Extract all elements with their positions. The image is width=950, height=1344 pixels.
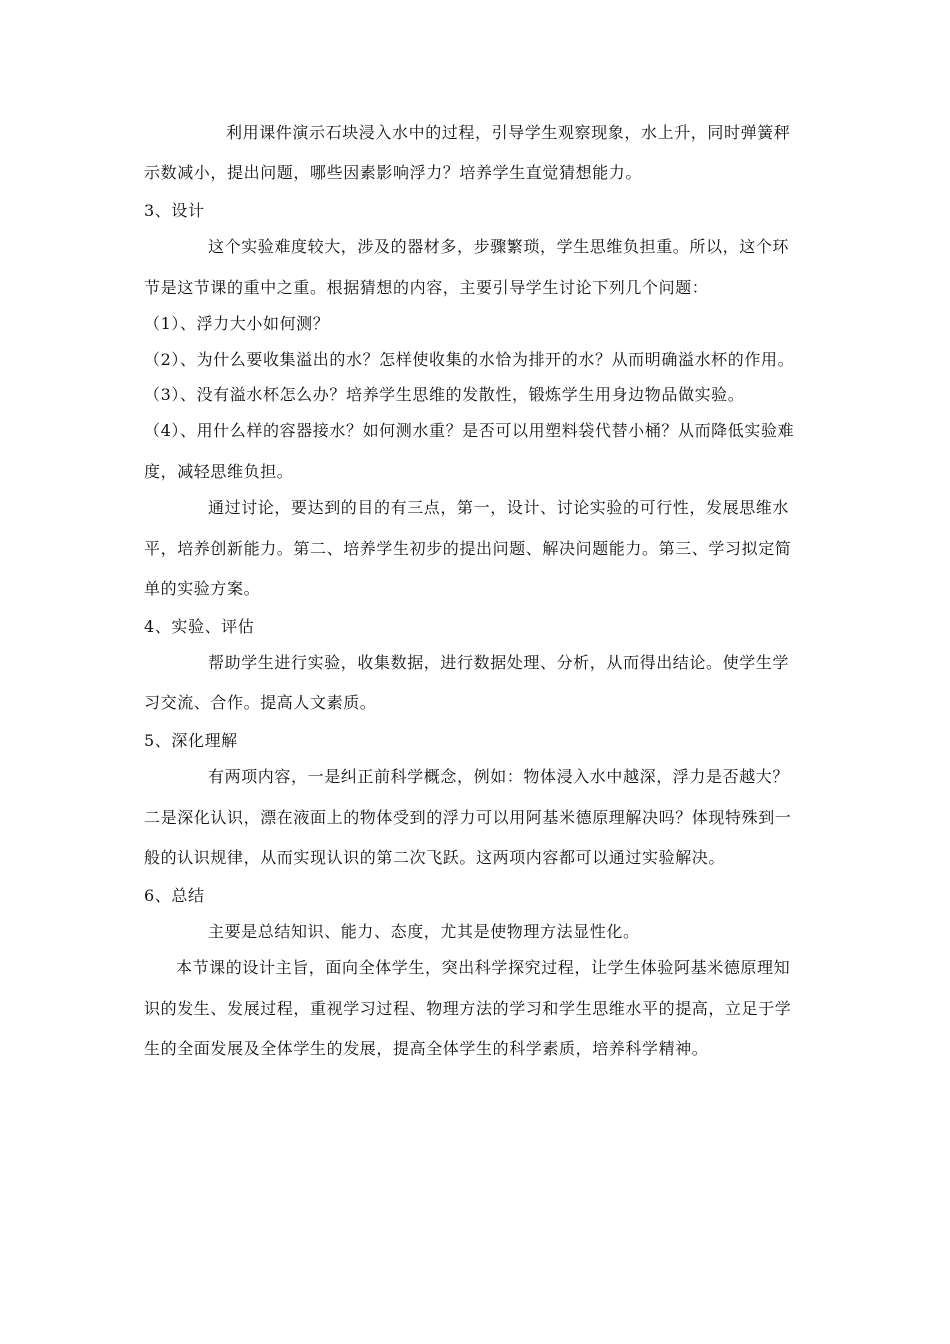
paragraph-line: 本节课的设计主旨，面向全体学生，突出科学探究过程，让学生体验阿基米德原理知 (176, 958, 791, 977)
section-heading: 4、实验、评估 (144, 617, 255, 636)
paragraph-line: 二是深化认识，漂在液面上的物体受到的浮力可以用阿基米德原理解决吗？体现特殊到一 (144, 808, 792, 827)
list-item: （3）、没有溢水杯怎么办？培养学生思维的发散性，锻炼学生用身边物品做实验。 (144, 385, 745, 404)
section-heading: 6、总结 (144, 886, 205, 905)
section-heading: 5、深化理解 (144, 731, 238, 750)
list-item-continuation: 度，减轻思维负担。 (144, 462, 294, 481)
paragraph-line: 这个实验难度较大，涉及的器材多，步骤繁琐，学生思维负担重。所以，这个环 (208, 237, 790, 256)
paragraph-line: 平，培养创新能力。第二、培养学生初步的提出问题、解决问题能力。第三、学习拟定简 (144, 539, 792, 558)
paragraph-line: 帮助学生进行实验，收集数据，进行数据处理、分析，从而得出结论。使学生学 (208, 653, 790, 672)
paragraph-line: 利用课件演示石块浸入水中的过程，引导学生观察现象，水上升，同时弹簧秤 (226, 123, 791, 142)
paragraph-line: 通过讨论，要达到的目的有三点，第一，设计、讨论实验的可行性，发展思维水 (208, 498, 790, 517)
paragraph-line: 单的实验方案。 (144, 579, 261, 598)
paragraph-line: 般的认识规律，从而实现认识的第二次飞跃。这两项内容都可以通过实验解决。 (144, 848, 726, 867)
paragraph-line: 习交流、合作。提高人文素质。 (144, 693, 377, 712)
paragraph-line: 有两项内容，一是纠正前科学概念，例如：物体浸入水中越深，浮力是否越大？ (208, 767, 790, 786)
list-item: （1）、浮力大小如何测？ (144, 314, 330, 333)
paragraph-line: 生的全面发展及全体学生的发展，提高全体学生的科学素质，培养科学精神。 (144, 1039, 709, 1058)
list-item: （4）、用什么样的容器接水？如何测水重？是否可以用塑料袋代替小桶？从而降低实验难 (144, 421, 795, 440)
paragraph-line: 识的发生、发展过程，重视学习过程、物理方法的学习和学生思维水平的提高，立足于学 (144, 999, 792, 1018)
list-item: （2）、为什么要收集溢出的水？怎样使收集的水恰为排开的水？从而明确溢水杯的作用。 (144, 350, 795, 369)
section-heading: 3、设计 (144, 201, 205, 220)
paragraph-line: 主要是总结知识、能力、态度，尤其是使物理方法显性化。 (208, 922, 640, 941)
paragraph-line: 示数减小，提出问题，哪些因素影响浮力？培养学生直觉猜想能力。 (144, 163, 643, 182)
paragraph-line: 节是这节课的重中之重。根据猜想的内容，主要引导学生讨论下列几个问题： (144, 278, 709, 297)
